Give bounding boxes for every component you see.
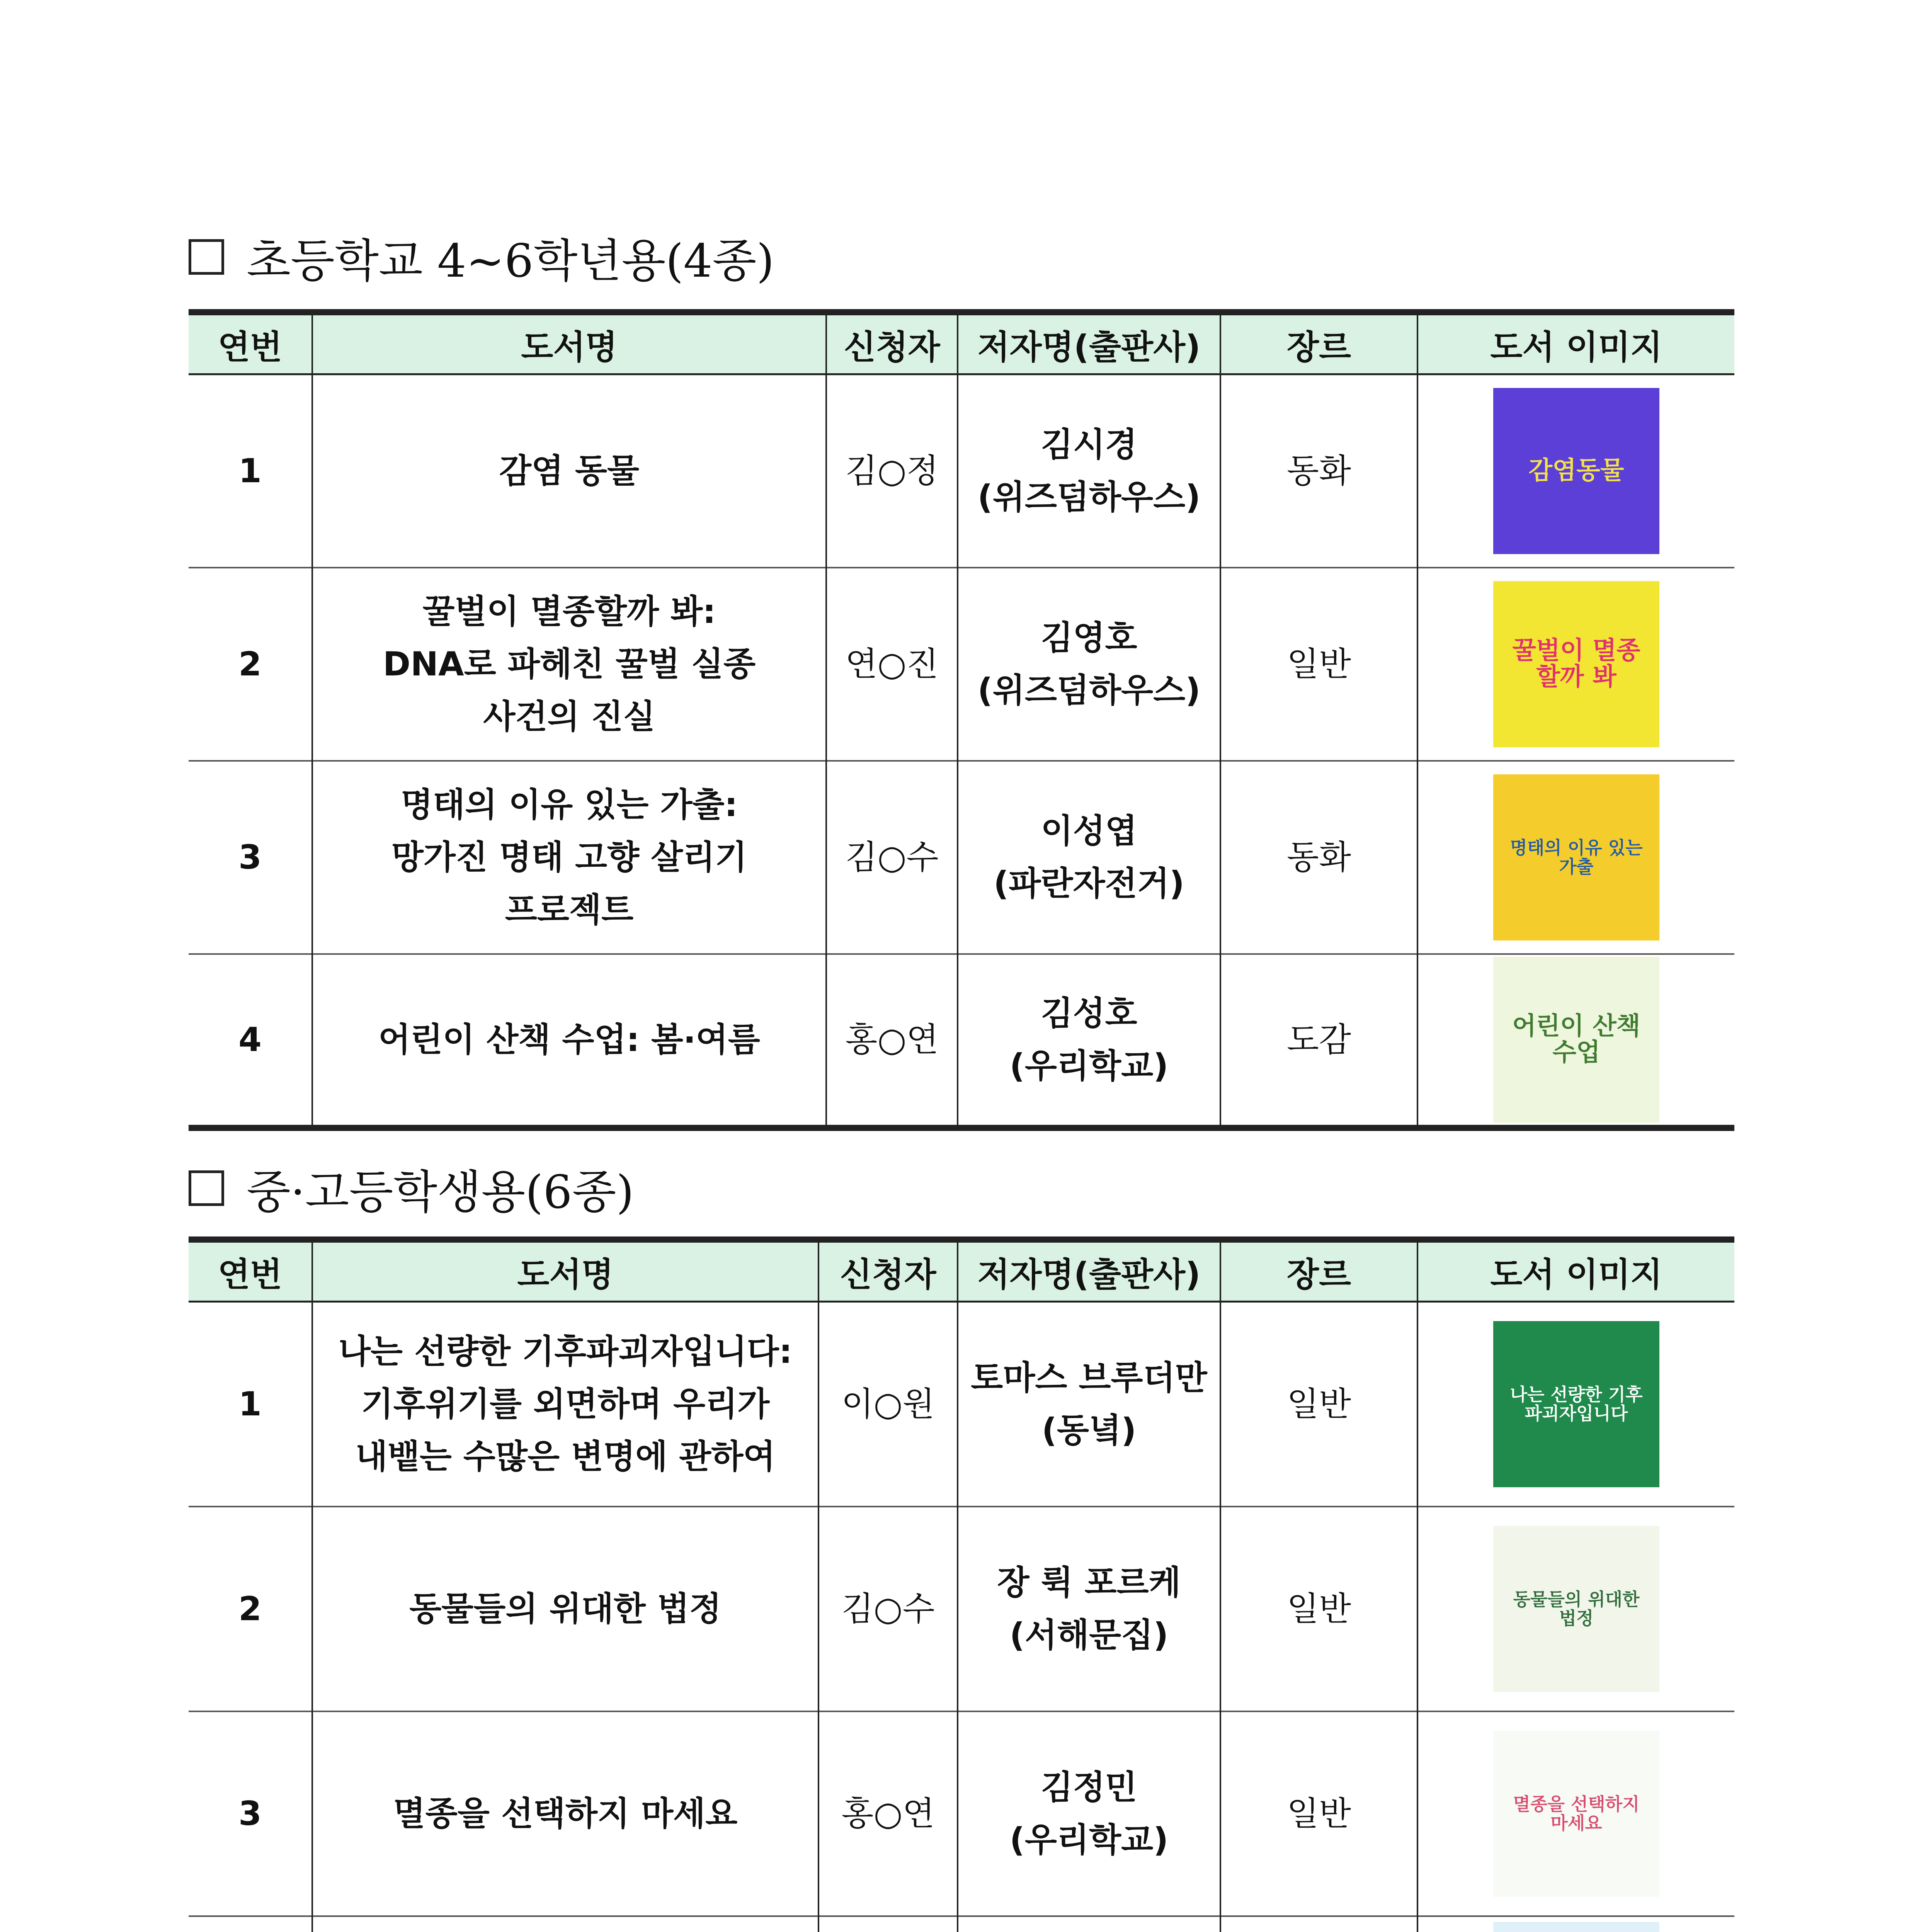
genre: 일반 <box>1220 1302 1417 1507</box>
applicant: 김○정 <box>826 374 958 568</box>
book-cover-image <box>1493 1321 1659 1487</box>
book-cover-cell <box>1417 374 1734 568</box>
book-title <box>312 761 826 954</box>
table-row <box>189 1507 1734 1711</box>
book-cover-text: 어린이 산책 수업 <box>1512 1012 1640 1067</box>
applicant: 이○원 <box>818 1302 958 1507</box>
genre: 일반 <box>1220 1711 1417 1916</box>
book-cover-image <box>1493 388 1659 554</box>
column-header: 신청자 <box>818 1240 958 1302</box>
book-title <box>312 1302 818 1507</box>
row-number: 1 <box>189 374 312 568</box>
book-cover-text: 나는 선량한 기후파괴자입니다 <box>1510 1384 1643 1424</box>
book-cover-image <box>1493 1731 1659 1897</box>
section-title-text: 초등학교 4~6학년용(4종) <box>247 234 774 287</box>
row-number: 2 <box>189 1507 312 1711</box>
book-cover-image <box>1493 957 1659 1123</box>
book-cover-text: 동물들의 위대한 법정 <box>1513 1589 1640 1629</box>
publisher-name: (동녘) <box>1041 1411 1137 1450</box>
author-publisher <box>958 954 1220 1128</box>
book-cover-image <box>1493 1922 1659 1932</box>
book-title <box>312 1711 818 1916</box>
book-cover-image <box>1493 1526 1659 1692</box>
column-header: 도서 이미지 <box>1417 1240 1734 1302</box>
author-publisher <box>958 568 1220 761</box>
applicant: 김○수 <box>826 761 958 954</box>
author-name: 장 뤽 포르케 <box>997 1563 1181 1602</box>
book-cover-text: 꿀벌이 멸종할까 봐 <box>1512 636 1640 691</box>
row-number: 4 <box>189 954 312 1128</box>
column-header: 저자명(출판사) <box>958 1240 1220 1302</box>
book-title-line: 내뱉는 수많은 변명에 관하여 <box>355 1437 776 1476</box>
applicant: 홍○연 <box>826 954 958 1128</box>
book-cover-text: 명태의 이유 있는 가출 <box>1510 837 1643 877</box>
book-cover-image <box>1493 774 1659 940</box>
book-title-line: 동물들의 위대한 법정 <box>409 1589 721 1628</box>
book-cover-cell <box>1417 761 1734 954</box>
author-publisher <box>958 1302 1220 1507</box>
publisher-name: (위즈덤하우스) <box>977 671 1201 710</box>
book-title-line: 나는 선량한 기후파괴자입니다: <box>338 1332 793 1371</box>
row-number <box>189 1916 312 1932</box>
book-title <box>312 374 826 568</box>
book-cover-cell <box>1417 1916 1734 1932</box>
applicant: 연○진 <box>826 568 958 761</box>
book-cover-text: 멸종을 선택하지 마세요 <box>1513 1794 1640 1833</box>
genre: 동화 <box>1220 374 1417 568</box>
author-name: 김성호 <box>1041 994 1137 1033</box>
table-row <box>189 1302 1734 1507</box>
book-title-line: 프로젝트 <box>505 890 634 929</box>
column-header: 도서 이미지 <box>1417 312 1734 374</box>
genre <box>1220 1916 1417 1932</box>
book-title-line: 명태의 이유 있는 가출: <box>401 785 738 824</box>
book-cover-cell <box>1417 954 1734 1128</box>
genre: 일반 <box>1220 568 1417 761</box>
genre: 일반 <box>1220 1507 1417 1711</box>
book-cover-cell <box>1417 568 1734 761</box>
table-row <box>189 1711 1734 1916</box>
author-publisher <box>958 1916 1220 1932</box>
book-title-line: 기후위기를 외면하며 우리가 <box>361 1384 770 1423</box>
book-title-line: 멸종을 선택하지 마세요 <box>393 1794 738 1833</box>
book-title <box>312 954 826 1128</box>
publisher-name: (서해문집) <box>1009 1616 1169 1655</box>
row-number: 2 <box>189 568 312 761</box>
book-title-line: 어린이 산책 수업: 봄·여름 <box>378 1020 760 1059</box>
section-title-secondary <box>189 1155 634 1221</box>
applicant <box>818 1916 958 1932</box>
author-name: 이성엽 <box>1041 811 1137 850</box>
table-row <box>189 1916 1734 1932</box>
author-publisher <box>958 1507 1220 1711</box>
applicant: 홍○연 <box>818 1711 958 1916</box>
table-row <box>189 374 1734 568</box>
book-title-line: 사건의 진실 <box>483 697 655 736</box>
author-publisher <box>958 761 1220 954</box>
applicant: 김○수 <box>818 1507 958 1711</box>
book-title <box>312 568 826 761</box>
checkbox-square-icon <box>189 239 224 275</box>
book-cover-cell <box>1417 1507 1734 1711</box>
book-title <box>312 1916 818 1932</box>
column-header: 도서명 <box>312 1240 818 1302</box>
column-header: 도서명 <box>312 312 826 374</box>
checkbox-square-icon <box>189 1170 224 1206</box>
column-header: 연번 <box>189 1240 312 1302</box>
table-row <box>189 568 1734 761</box>
column-header: 신청자 <box>826 312 958 374</box>
book-cover-cell <box>1417 1302 1734 1507</box>
secondary-book-table <box>189 1236 1734 1932</box>
section-title-elementary <box>189 224 774 290</box>
book-cover-cell <box>1417 1711 1734 1916</box>
author-name: 김시경 <box>1041 425 1137 464</box>
book-title <box>312 1507 818 1711</box>
publisher-name: (우리학교) <box>1009 1820 1169 1859</box>
book-title-line: 망가진 명태 고향 살리기 <box>391 838 747 877</box>
row-number: 3 <box>189 761 312 954</box>
book-title-line: 꿀벌이 멸종할까 봐: <box>422 592 716 631</box>
table-row <box>189 954 1734 1128</box>
table-row <box>189 761 1734 954</box>
column-header: 연번 <box>189 312 312 374</box>
author-name: 김영호 <box>1041 618 1137 657</box>
publisher-name: (파란자전거) <box>994 864 1184 903</box>
author-name: 김정민 <box>1041 1768 1137 1807</box>
row-number: 1 <box>189 1302 312 1507</box>
elementary-book-table <box>189 309 1734 1131</box>
author-publisher <box>958 374 1220 568</box>
row-number: 3 <box>189 1711 312 1916</box>
author-name: 토마스 브루더만 <box>971 1358 1207 1397</box>
section-title-text: 중·고등학생용(6종) <box>247 1165 634 1219</box>
genre: 동화 <box>1220 761 1417 954</box>
author-publisher <box>958 1711 1220 1916</box>
publisher-name: (우리학교) <box>1009 1046 1169 1085</box>
book-title-line: DNA로 파헤친 꿀벌 실종 <box>383 645 756 684</box>
book-cover-image <box>1493 581 1659 747</box>
genre: 도감 <box>1220 954 1417 1128</box>
column-header: 장르 <box>1220 312 1417 374</box>
column-header: 저자명(출판사) <box>958 312 1220 374</box>
table-header-row <box>189 1240 1734 1302</box>
table-header-row <box>189 312 1734 374</box>
book-title-line: 감염 동물 <box>499 451 640 490</box>
publisher-name: (위즈덤하우스) <box>977 478 1201 517</box>
column-header: 장르 <box>1220 1240 1417 1302</box>
book-cover-text: 감염동물 <box>1528 456 1624 485</box>
